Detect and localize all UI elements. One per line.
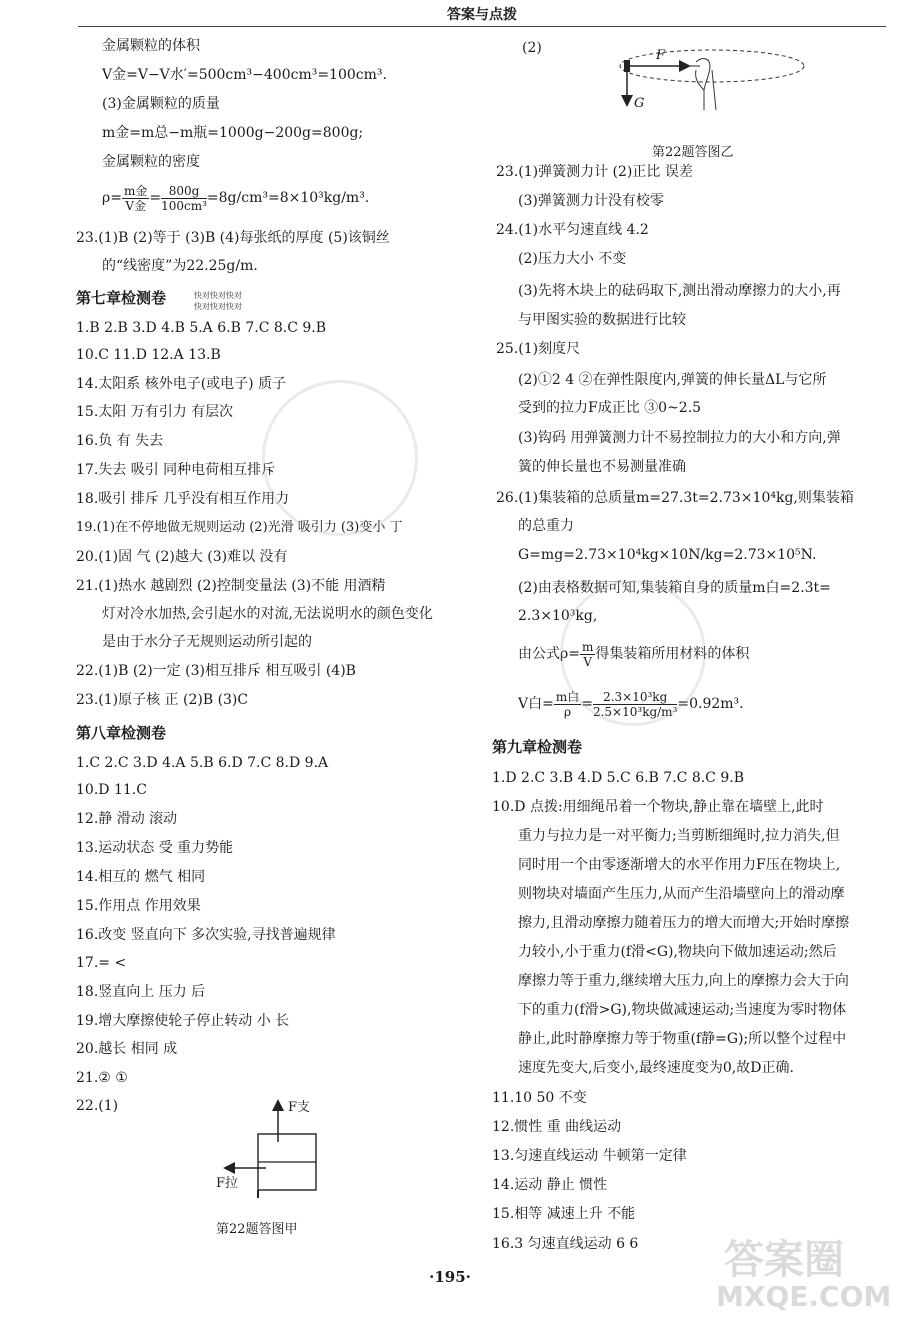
formula-text: =: [149, 190, 162, 206]
answer-line: (3)钩码 用弹簧测力计不易控制拉力的大小和方向,弹: [518, 430, 841, 446]
answer-line: 15.太阳 万有引力 有层次: [76, 404, 234, 420]
fraction-denominator: V: [583, 654, 592, 669]
figure-22-yi: [616, 40, 816, 130]
answer-line: (3)弹簧测力计没有校零: [518, 193, 664, 209]
chapter7-heading: 第七章检测卷: [76, 289, 167, 307]
page-number: ·195·: [429, 1268, 471, 1286]
fraction-numerator: m金: [123, 183, 148, 198]
answer-line: 速度先变大,后变小,最终速度变为0,故D正确.: [518, 1060, 794, 1076]
answer-line: 21.② ①: [76, 1070, 128, 1086]
answer-line: 12.惯性 重 曲线运动: [492, 1119, 622, 1135]
object-block: [624, 60, 630, 72]
header-title: 答案与点拨: [447, 7, 517, 23]
formula-text: =8g/cm³=8×10³kg/m³.: [206, 190, 370, 206]
chapter8-heading: 第八章检测卷: [76, 724, 167, 742]
text-line: 的“线密度”为22.25g/m.: [102, 258, 258, 274]
watermark-stamp: [262, 380, 418, 536]
answer-line: 22.(1)B (2)一定 (3)相互排斥 相互吸引 (4)B: [76, 663, 356, 679]
fraction: [122, 184, 149, 213]
answer-line: 簧的伸长量也不易测量准确: [518, 459, 686, 475]
answer-line: 15.作用点 作用效果: [76, 898, 201, 914]
fraction-numerator: 2.3×10³kg: [593, 690, 677, 705]
watermark-stamp: [560, 580, 706, 726]
figure-caption-jia: 第22题答图甲: [216, 1222, 298, 1237]
stamp-text: 快对快对快对: [194, 291, 242, 300]
fraction-denominator: ρ: [564, 704, 572, 719]
answer-line: 17.失去 吸引 同种电荷相互排斥: [76, 462, 276, 478]
text-line: 23.(1)B (2)等于 (3)B (4)每张纸的厚度 (5)该铜丝: [76, 230, 390, 246]
text-line: 金属颗粒的密度: [102, 154, 200, 170]
answer-line: 与甲图实验的数据进行比较: [518, 312, 686, 328]
fraction-numerator: m白: [555, 689, 580, 704]
answer-line: 17.= <: [76, 955, 127, 971]
answer-line: 2.3×10³kg,: [518, 608, 598, 624]
answer-line: 受到的拉力F成正比 ③0~2.5: [518, 400, 702, 416]
answer-line: 24.(1)水平匀速直线 4.2: [496, 222, 649, 238]
text-line: (3)金属颗粒的质量: [102, 96, 220, 112]
answer-line: 20.(1)固 气 (2)越大 (3)难以 没有: [76, 549, 288, 565]
answer-line: 1.C 2.C 3.D 4.A 5.B 6.D 7.C 8.D 9.A: [76, 755, 329, 771]
answer-line: 1.D 2.C 3.B 4.D 5.C 6.B 7.C 8.C 9.B: [492, 770, 744, 786]
answer-line: 19.增大摩擦使轮子停止转动 小 长: [76, 1013, 290, 1029]
answer-line: 16.改变 竖直向下 多次实验,寻找普遍规律: [76, 927, 336, 943]
answer-line: 20.越长 相同 成: [76, 1041, 178, 1057]
formula-text: =0.92m³.: [677, 696, 744, 712]
answer-line: 下的重力(f滑>G),物块做减速运动;当速度为零时物体: [518, 1002, 847, 1018]
answer-line: 16.3 匀速直线运动 6 6: [492, 1236, 639, 1252]
answer-line: 则物块对墙面产生压力,从而产生沿墙壁向上的滑动摩: [518, 886, 845, 902]
answer-line: 10.D 点拨:用细绳吊着一个物块,静止靠在墙壁上,此时: [492, 799, 824, 815]
figure-caption-yi: 第22题答图乙: [652, 145, 734, 160]
answer-line: 重力与拉力是一对平衡力;当剪断细绳时,拉力消失,但: [518, 828, 840, 844]
formula-text: 得集装箱所用材料的体积: [595, 646, 750, 662]
formula-text: 由公式ρ=: [518, 646, 580, 662]
watermark-logo: 答案圈: [724, 1237, 844, 1283]
answer-line: (3)先将木块上的砝码取下,测出滑动摩擦力的大小,再: [518, 283, 841, 299]
answer-line: 11.10 50 不变: [492, 1090, 587, 1106]
answer-line: 同时用一个由零逐渐增大的水平作用力F压在物块上,: [518, 857, 841, 873]
text-line: m金=m总−m瓶=1000g−200g=800g;: [102, 125, 364, 141]
answer-line: 14.运动 静止 惯性: [492, 1177, 608, 1193]
answer-line: (2)①2 4 ②在弹性限度内,弹簧的伸长量ΔL与它所: [518, 372, 827, 388]
answer-line: 14.太阳系 核外电子(或电子) 质子: [76, 376, 287, 392]
answer-line: 19.(1)在不停地做无规则运动 (2)光滑 吸引力 (3)变小 丁: [76, 520, 403, 535]
force-label-up: F支: [288, 1100, 311, 1115]
answer-line: 23.(1)原子核 正 (2)B (3)C: [76, 692, 249, 708]
watermark-url: MXQE.COM: [716, 1280, 892, 1313]
fraction-numerator: 800g: [161, 184, 207, 199]
answer-line: 26.(1)集装箱的总质量m=27.3t=2.73×10⁴kg,则集装箱: [496, 490, 854, 506]
page-header: [78, 0, 886, 27]
force-label-g: G: [634, 96, 645, 111]
answer-line: (2)由表格数据可知,集装箱自身的质量m白=2.3t=: [518, 580, 831, 596]
answer-line: 擦力,且滑动摩擦力随着压力的增大而增大;开始时摩擦: [518, 915, 850, 931]
answer-line: 10.D 11.C: [76, 782, 147, 798]
answer-line: 是由于水分子无规则运动所引起的: [102, 634, 312, 650]
fraction-numerator: m: [581, 639, 594, 654]
fraction-denominator: V金: [125, 198, 146, 213]
answer-line: 12.静 滑动 滚动: [76, 811, 178, 827]
answer-line: (2)压力大小 不变: [518, 251, 627, 267]
sub-label: (2): [522, 40, 542, 56]
answer-line: 16.负 有 失去: [76, 433, 164, 449]
answer-line: 1.B 2.B 3.D 4.B 5.A 6.B 7.C 8.C 9.B: [76, 320, 327, 336]
stamp-text: 快对快对快对: [194, 302, 242, 311]
force-label-left: F拉: [216, 1176, 239, 1191]
text-line: V金=V−V水′=500cm³−400cm³=100cm³.: [102, 67, 387, 83]
answer-line: 10.C 11.D 12.A 13.B: [76, 347, 221, 363]
answer-line: 摩擦力等于重力,继续增大压力,向上的摩擦力会大于向: [518, 973, 849, 989]
answer-line: G=mg=2.73×10⁴kg×10N/kg=2.73×10⁵N.: [518, 547, 817, 563]
answer-line: 15.相等 减速上升 不能: [492, 1206, 636, 1222]
answer-line: 13.运动状态 受 重力势能: [76, 840, 234, 856]
fraction-denominator: 100cm³: [161, 198, 207, 213]
fraction-denominator: 2.5×10³kg/m³: [592, 704, 678, 719]
answer-line: 25.(1)刻度尺: [496, 341, 581, 357]
answer-line: 力较小,小于重力(f滑<G),物块向下做加速运动;然后: [518, 944, 837, 960]
answer-line: 18.竖直向上 压力 后: [76, 984, 206, 1000]
answer-line: 18.吸引 排斥 几乎没有相互作用力: [76, 491, 290, 507]
formula-text: V白=: [518, 696, 554, 712]
answer-line: 13.匀速直线运动 牛顿第一定律: [492, 1148, 687, 1164]
formula-text: =: [581, 696, 593, 712]
text-line: 金属颗粒的体积: [102, 38, 200, 54]
formula-text: ρ=: [102, 190, 122, 206]
force-label-f: F: [656, 48, 666, 63]
fraction: [161, 184, 207, 213]
answer-line: 灯对冷水加热,会引起水的对流,无法说明水的颜色变化: [102, 606, 433, 622]
answer-line: 静止,此时静摩擦力等于物重(f静=G);所以整个过程中: [518, 1031, 847, 1047]
density-formula: [102, 180, 369, 216]
answer-line: 21.(1)热水 越剧烈 (2)控制变量法 (3)不能 用酒精: [76, 578, 386, 594]
answer-line: 23.(1)弹簧测力计 (2)正比 误差: [496, 164, 693, 180]
answer-line: 14.相互的 燃气 相同: [76, 869, 206, 885]
answer-line: 的总重力: [518, 518, 574, 534]
chapter9-heading: 第九章检测卷: [492, 738, 583, 756]
answer-line: 22.(1): [76, 1098, 119, 1114]
